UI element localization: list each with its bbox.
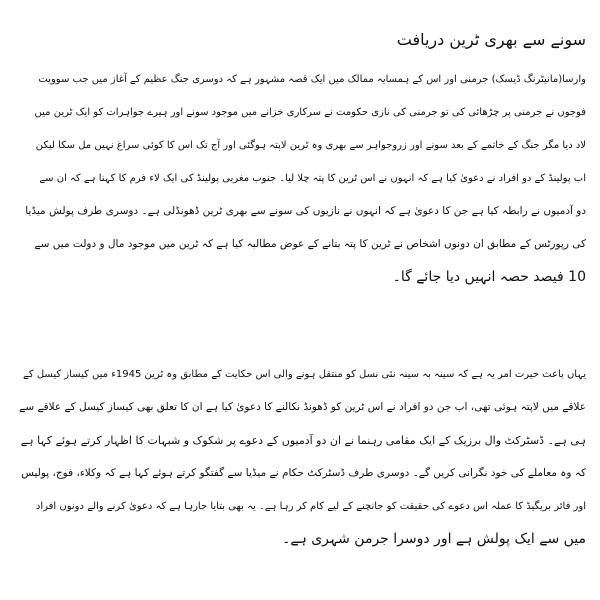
- paragraph-line: اور فائر بریگیڈ کا عملہ اس دعوے کی حقیقت کو جانچنے کے لیے کام کر رہا ہے۔ یہ بھی بتایا جارہا ہے کہ دعویٰ کرنے والے دونوں افراد: [35, 501, 586, 512]
- paragraph-line: وارسا(مانیٹرنگ ڈیسک) جرمنی اور اس کے ہمسایہ ممالک میں ایک قصہ مشہور ہے کہ دوسری جنگ عظیم کے آغاز میں جب سوویت: [38, 74, 586, 85]
- paragraph-line: علاقے میں لاپتہ ہوئی تھی، اب جن دو افراد نے اس ٹرین کو ڈھونڈ نکالنے کا دعویٰ کیا ہے ان کا تعلق بھی کیساز کیسل کے علاقے سے: [19, 401, 586, 413]
- article-paragraph-2: [14, 358, 586, 556]
- paragraph-line: فوجوں نے جرمنی پر چڑھائی کی تو جرمنی کی نازی حکومت نے سرکاری خزانے میں موجود سونے اور ہیرے جواہرات کو ایک ٹرین میں: [34, 107, 586, 118]
- paragraph-line: کی رپورٹس کے مطابق ان دونوں اشخاص نے ٹرین کا پتہ بتانے کے عوض مطالبہ کیا ہے کہ ٹرین میں موجود مال و دولت میں سے: [34, 238, 586, 250]
- paragraph-line: کہ وہ معاملے کی خود نگرانی کریں گے۔ دوسری طرف ڈسٹرکٹ حکام نے میڈیا سے گفتگو کرتے ہوئے کہا ہے کہ وکلاء، فوج، پولیس: [21, 467, 586, 479]
- paragraph-line: ہی ہے۔ ڈسٹرکٹ وال برزیک کے ایک مقامی رہنما نے ان دو آدمیوں کے دعوے پر شکوک و شبہات کا اظہار کرتے ہوئے کہا ہے: [20, 434, 586, 447]
- article-paragraph-1: [14, 63, 586, 294]
- paragraph-line: 10 فیصد حصہ انہیں دیا جائے گا۔: [392, 269, 586, 285]
- paragraph-line: لاد دیا مگر جنگ کے خاتمے کے بعد سونے اور زروجواہر سے بھری وہ ٹرین لاپتہ ہوگئی اور آج تک اس کا کوئی سراغ نہیں مل سکا لیکن: [35, 140, 586, 151]
- paragraph-line: اب پولینڈ کے دو افراد نے دعویٰ کیا ہے کہ انہوں نے اس ٹرین کا پتہ چلا لیا۔ جنوب مغربی پولینڈ کی ایک لاء فرم کا کہنا ہے کہ ان سے: [39, 173, 586, 184]
- paragraph-line: میں سے ایک پولش ہے اور دوسرا جرمن شہری ہے۔: [282, 531, 586, 547]
- article-title: سونے سے بھری ٹرین دریافت: [396, 30, 586, 49]
- paragraph-line: دو آدمیوں نے رابطہ کیا ہے جن کا دعویٰ ہے کہ انہوں نے نازیوں کی سونے سے بھری ٹرین ڈھونڈلی ہے۔ دوسری طرف پولش میڈیا: [25, 205, 586, 217]
- paragraph-line: یہاں باعث حیرت امر یہ ہے کہ سینہ بہ سینہ نئی نسل کو منتقل ہونے والی اس حکایت کے مطابق وہ ٹرین 1945ء میں کیساز کیسل کے: [23, 369, 586, 380]
